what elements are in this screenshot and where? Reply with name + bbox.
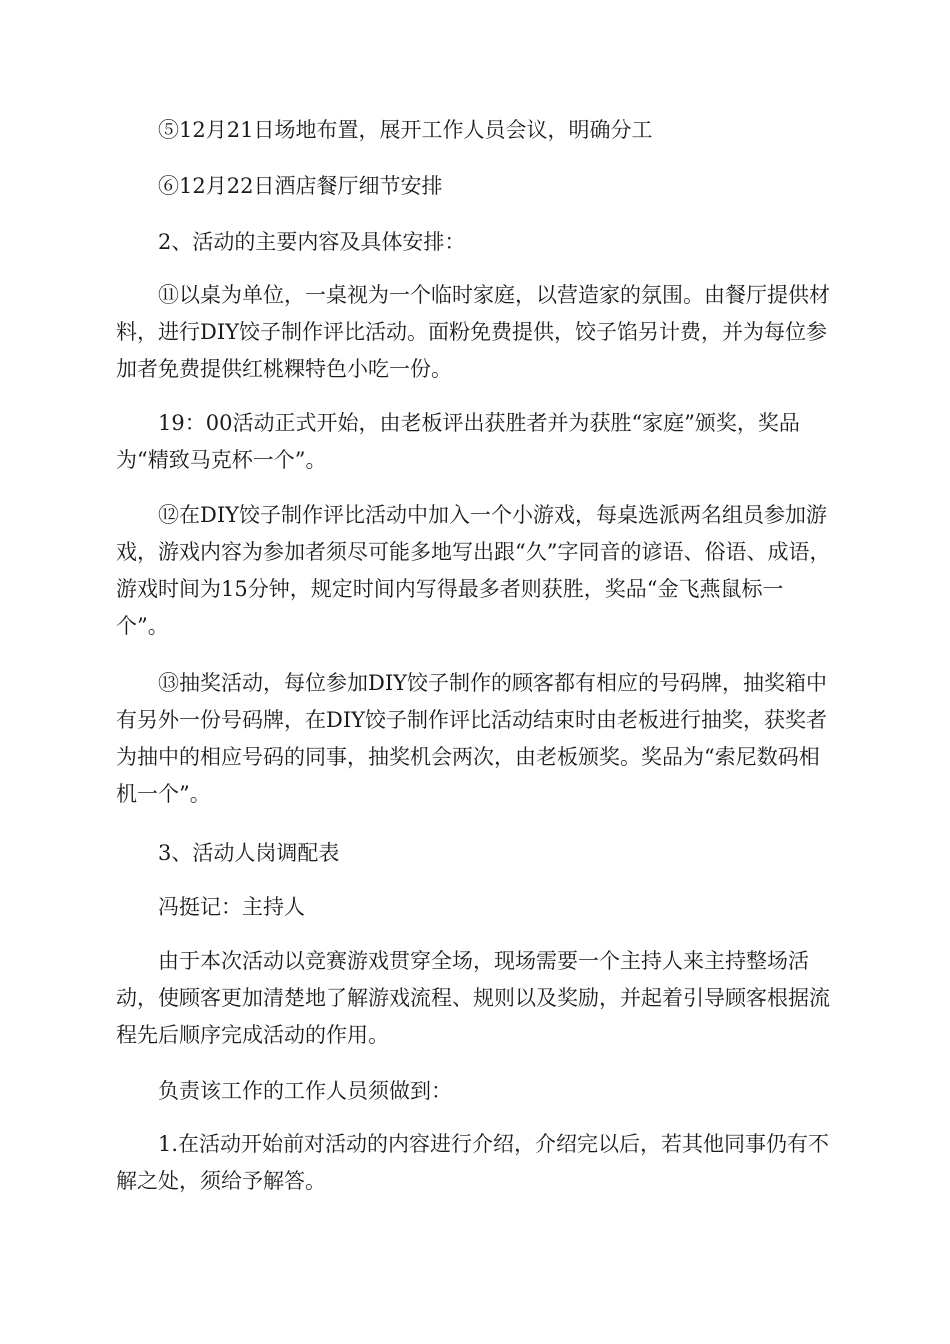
paragraph-schedule-item-6: ⑥12月22日酒店餐厅细节安排 — [158, 174, 443, 198]
paragraph-activity-12: ⑫在DIY饺子制作评比活动中加入一个小游戏，每桌选派两名组员参加游戏，游戏内容为参加者须尽可能多地写出跟“久”字同音的谚语、俗语、成语，游戏时间为15分钟，规定时间内写得最多者则获胜，奖品“金飞燕鼠标一个”。 — [116, 503, 831, 638]
paragraph-activity-13: ⑬抽奖活动，每位参加DIY饺子制作的顾客都有相应的号码牌，抽奖箱中有另外一份号码牌，在DIY饺子制作评比活动结束时由老板进行抽奖，获奖者为抽中的相应号码的同事，抽奖机会两次，由老板颁奖。奖品为“索尼数码相机一个”。 — [116, 671, 827, 806]
paragraph-section-2-heading: 2、活动的主要内容及具体安排： — [158, 230, 466, 254]
paragraph-host-role: 冯挺记：主持人 — [158, 895, 305, 919]
paragraph-host-description: 由于本次活动以竞赛游戏贯穿全场，现场需要一个主持人来主持整场活动，使顾客更加清楚地了解游戏流程、规则以及奖励，并起着引导顾客根据流程先后顺序完成活动的作用。 — [116, 949, 830, 1047]
paragraph-schedule-item-5: ⑤12月21日场地布置，展开工作人员会议，明确分工 — [158, 118, 653, 142]
paragraph-activity-11: ⑪以桌为单位，一桌视为一个临时家庭，以营造家的氛围。由餐厅提供材料，进行DIY饺子制作评比活动。面粉免费提供，饺子馅另计费，并为每位参加者免费提供红桃粿特色小吃一份。 — [116, 283, 830, 381]
paragraph-start-time: 19：00活动正式开始，由老板评出获胜者并为获胜“家庭”颁奖，奖品为“精致马克杯一个”。 — [116, 411, 800, 472]
paragraph-duty-1: 1.在活动开始前对活动的内容进行介绍，介绍完以后，若其他同事仍有不解之处，须给予解答。 — [116, 1132, 830, 1193]
paragraph-duties-heading: 负责该工作的工作人员须做到： — [158, 1079, 452, 1103]
paragraph-section-3-heading: 3、活动人岗调配表 — [158, 841, 340, 865]
